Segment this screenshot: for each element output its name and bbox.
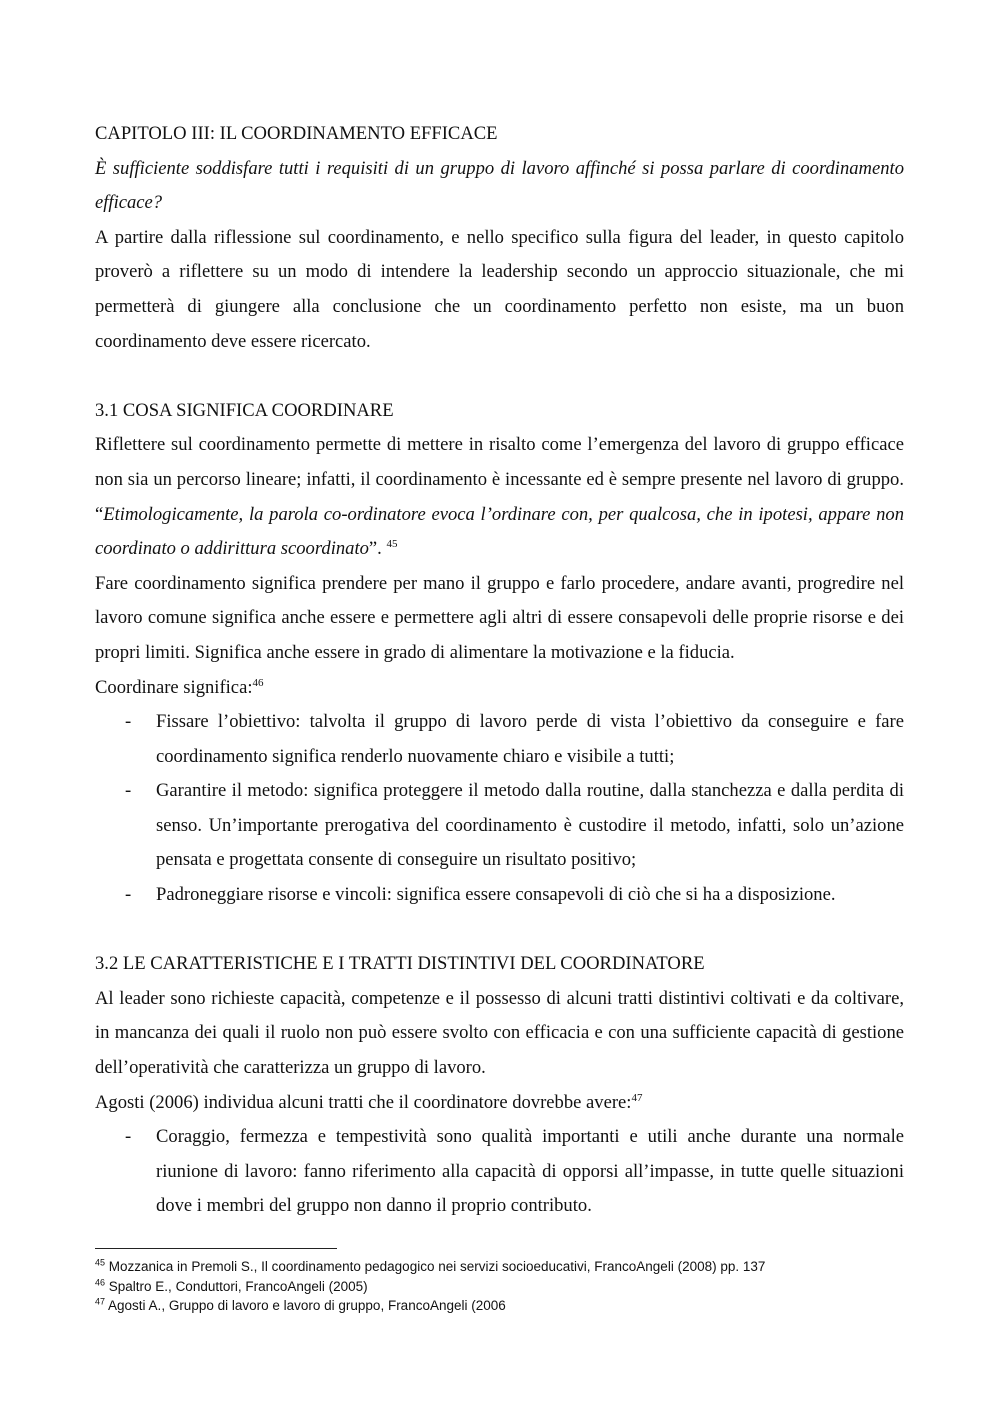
- chapter-title: CAPITOLO III: IL COORDINAMENTO EFFICACE: [95, 123, 498, 144]
- section-heading-3-1: 3.1 COSA SIGNIFICA COORDINARE: [95, 399, 394, 421]
- footnote-ref-45[interactable]: 45: [386, 537, 398, 550]
- page-body: [95, 117, 904, 1224]
- bullet-dash: -: [125, 884, 132, 906]
- footnote-text: Spaltro E., Conduttori, FrancoAngeli (2005): [108, 1278, 368, 1294]
- coordination-list: [95, 705, 904, 913]
- list-item-text: Fissare l’obiettivo: talvolta il gruppo di lavoro perde di vista l’obiettivo da conseguire e fare coordinamento significa renderlo nuovamente chiaro e visibile a tutti;: [156, 711, 904, 767]
- section-3-2-paragraph-1: Al leader sono richieste capacità, competenze e il possesso di alcuni tratti distintivi coltivati e da coltivare, in mancanza dei quali il ruolo non può essere svolto con efficacia e con una sufficiente capacità di gestione dell’operatività che caratterizza un gruppo di lavoro.: [95, 987, 904, 1079]
- list-item-text: Coraggio, fermezza e tempestività sono qualità importanti e utili anche durante una normale riunione di lavoro: fanno riferimento alla capacità di opporsi all’impasse, in tutte quelle situazioni dove i membri del gruppo non danno il proprio contributo.: [156, 1126, 904, 1217]
- list-item: [95, 1120, 904, 1224]
- footnote-number: 46: [95, 1277, 106, 1287]
- chapter-question: È sufficiente soddisfare tutti i requisiti di un gruppo di lavoro affinché si possa parlare di coordinamento efficace?: [95, 157, 904, 214]
- bullet-dash: -: [125, 780, 132, 802]
- spacer: [95, 359, 904, 394]
- list-item: [95, 878, 904, 913]
- section-3-1-paragraph-3: [95, 671, 904, 706]
- quote-close: ”.: [368, 538, 387, 560]
- footnote-number: 47: [95, 1296, 106, 1307]
- footnotes: [95, 1248, 915, 1316]
- bullet-dash: -: [125, 1126, 132, 1148]
- etymology-quote: Etimologicamente, la parola co-ordinatore evoca l’ordinare con, per qualcosa, che in ipotesi, appare non coordinato o addirittura scoordinato: [95, 503, 904, 560]
- footnote-ref-46[interactable]: 46: [252, 676, 264, 689]
- spacer: [95, 913, 904, 948]
- footnote-ref-47[interactable]: 47: [631, 1091, 643, 1104]
- footnote-47: [95, 1296, 915, 1316]
- footnote-45: [95, 1257, 915, 1277]
- section-3-1-paragraph-1: [95, 428, 904, 566]
- footnote-separator: [95, 1248, 337, 1249]
- paragraph-text: Coordinare significa:: [95, 676, 253, 698]
- footnote-46: [95, 1277, 915, 1297]
- traits-list: [95, 1120, 904, 1224]
- list-item: [95, 774, 904, 878]
- chapter-intro: A partire dalla riflessione sul coordinamento, e nello specifico sulla figura del leader, in questo capitolo proverò a riflettere su un modo di intendere la leadership secondo un approccio situazionale, che mi permetterà di giungere alla conclusione che un coordinamento perfetto non esiste, ma un buon coordinamento deve essere ricercato.: [95, 226, 904, 352]
- section-3-2-paragraph-2: [95, 1086, 904, 1121]
- paragraph-text: Agosti (2006) individua alcuni tratti che il coordinatore dovrebbe avere:: [95, 1091, 632, 1113]
- footnote-text: Agosti A., Gruppo di lavoro e lavoro di gruppo, FrancoAngeli (2006: [108, 1298, 506, 1313]
- list-item-text: Padroneggiare risorse e vincoli: significa essere consapevoli di ciò che si ha a disposizione.: [156, 884, 836, 906]
- footnote-text: Mozzanica in Premoli S., Il coordinamento pedagogico nei servizi socioeducativi, FrancoAngeli (2008) pp. 137: [108, 1259, 766, 1274]
- section-3-1-paragraph-2: Fare coordinamento significa prendere per mano il gruppo e farlo procedere, andare avanti, progredire nel lavoro comune significa anche essere e permettere agli altri di essere consapevoli delle proprie risorse e dei propri limiti. Significa anche essere in grado di alimentare la motivazione e la fiducia.: [95, 572, 904, 663]
- section-heading-3-2: 3.2 LE CARATTERISTICHE E I TRATTI DISTINTIVI DEL COORDINATORE: [95, 953, 705, 975]
- list-item-text: Garantire il metodo: significa proteggere il metodo dalla routine, dalla stanchezza e dalla perdita di senso. Un’importante prerogativa del coordinamento è custodire il metodo, infatti, solo un’azione pensata e progettata consente di conseguire un risultato positivo;: [156, 780, 904, 871]
- paragraph-text: Riflettere sul coordinamento permette di mettere in risalto come l’emergenza del lavoro di gruppo efficace non sia un percorso lineare; infatti, il coordinamento è incessante ed è sempre presente nel lavoro di gruppo. “: [95, 434, 904, 525]
- list-item: [95, 705, 904, 774]
- bullet-dash: -: [125, 711, 132, 733]
- footnote-number: 45: [95, 1257, 106, 1268]
